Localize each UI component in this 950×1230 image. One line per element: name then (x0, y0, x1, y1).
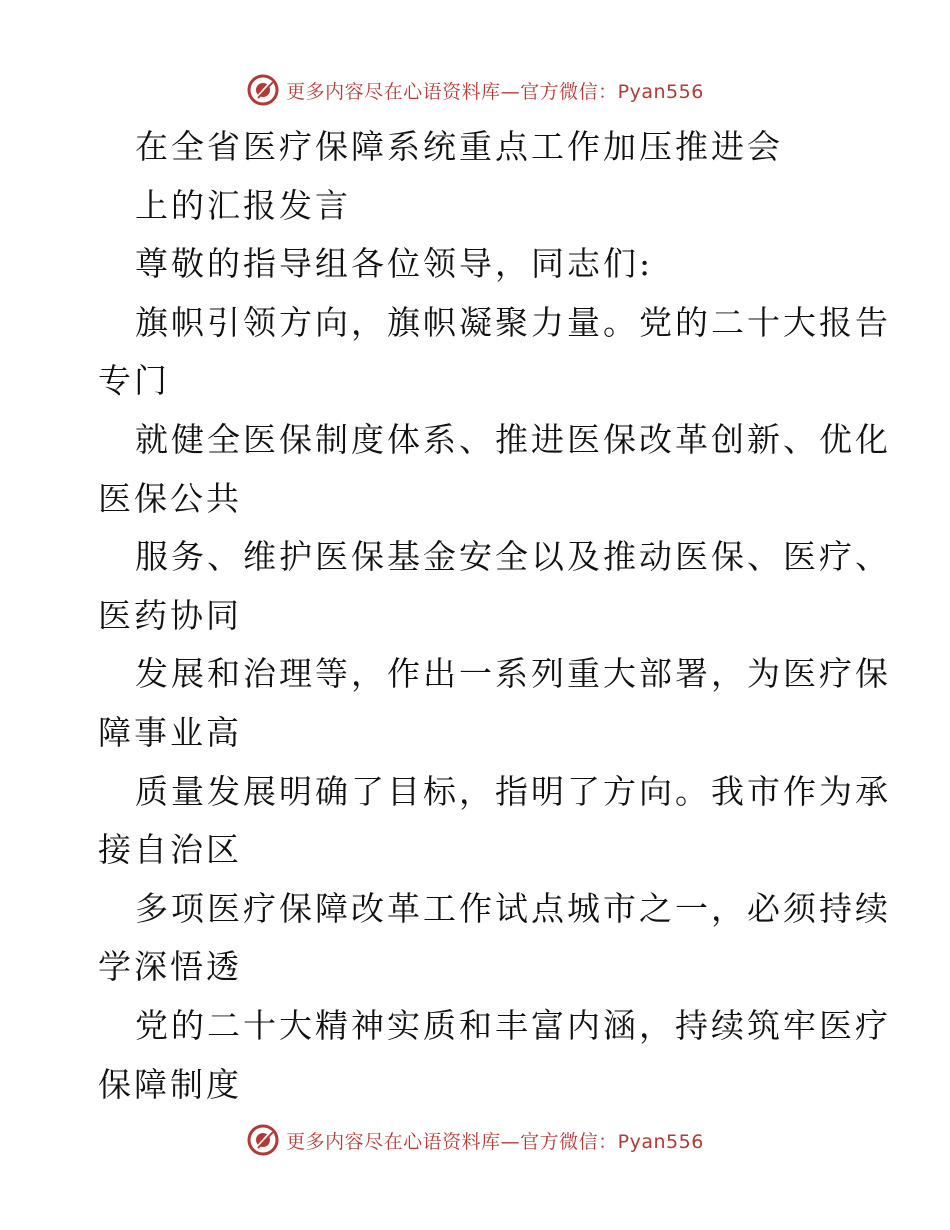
text-line: 医保公共 (98, 478, 242, 518)
text-line: 专门 (98, 361, 170, 401)
brand-logo-icon (246, 73, 280, 107)
footer-watermark (0, 1120, 950, 1160)
brand-logo-icon (246, 1123, 280, 1157)
document-body (98, 118, 891, 1114)
text-line: 在全省医疗保障系统重点工作加压推进会 (135, 127, 783, 166)
text-line: 党的二十大精神实质和丰富内涵，持续筑牢医疗 (135, 1005, 891, 1045)
text-line: 多项医疗保障改革工作试点城市之一，必须持续 (135, 888, 891, 928)
text-line: 学深悟透 (98, 947, 242, 987)
text-line: 质量发展明确了目标，指明了方向。我市作为承 (135, 771, 891, 811)
watermark-text: 更多内容尽在心语资料库—官方微信：Pyan556 (286, 80, 704, 103)
text-line: 医药协同 (98, 595, 242, 635)
text-line: 接自治区 (98, 830, 242, 870)
watermark-text: 更多内容尽在心语资料库—官方微信：Pyan556 (286, 1130, 704, 1153)
text-line: 发展和治理等，作出一系列重大部署，为医疗保 (135, 654, 891, 694)
text-line: 保障制度 (98, 1064, 242, 1104)
text-line: 服务、维护医保基金安全以及推动医保、医疗、 (135, 537, 891, 577)
text-line: 上的汇报发言 (135, 185, 351, 225)
text-line: 就健全医保制度体系、推进医保改革创新、优化 (135, 419, 891, 459)
text-line: 障事业高 (98, 712, 242, 752)
text-line: 旗帜引领方向，旗帜凝聚力量。党的二十大报告 (135, 302, 891, 342)
text-line: 尊敬的指导组各位领导，同志们: (135, 244, 654, 284)
header-watermark (0, 70, 950, 110)
